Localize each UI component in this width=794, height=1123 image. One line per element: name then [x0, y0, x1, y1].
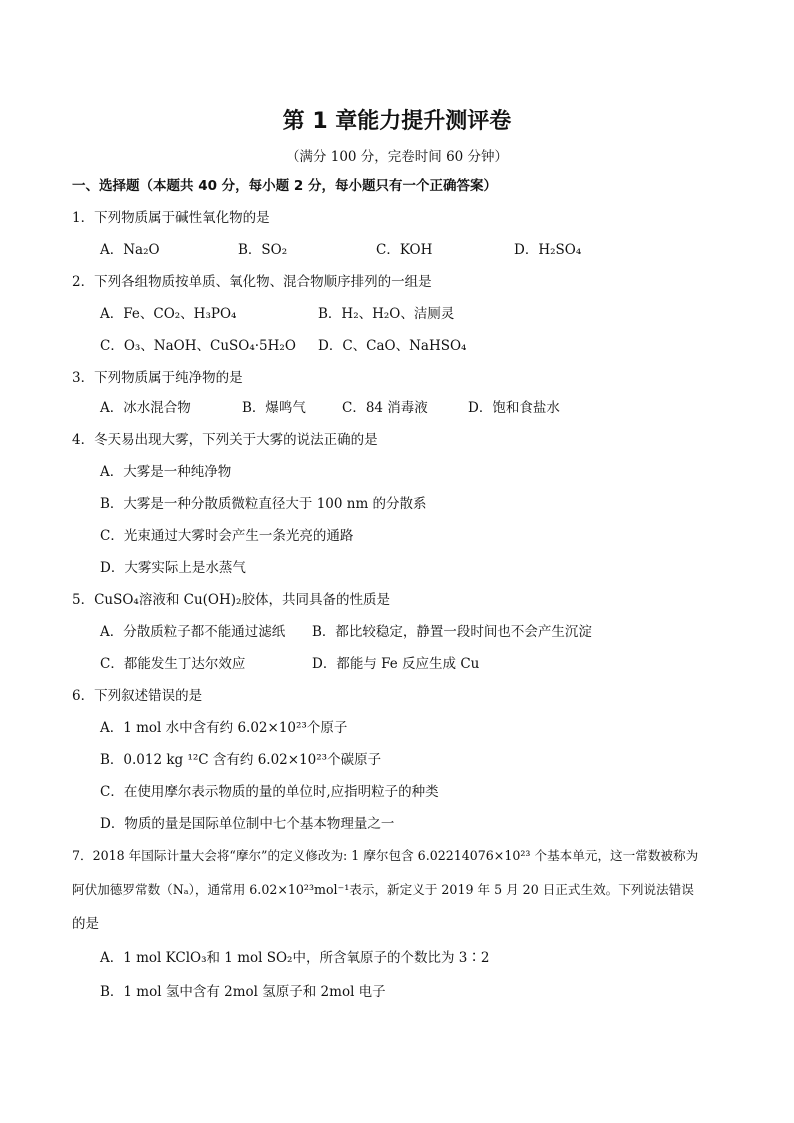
- page-subtitle: （满分 100 分，完卷时间 60 分钟）: [285, 149, 509, 165]
- question-7-stem-line-2: 阿伏加德罗常数（Nₐ），通常用 6.02×10²³mol⁻¹表示，新定义于 2019 年 5 月 20 日正式生效。下列说法错误: [72, 882, 694, 897]
- question-1-option-b: B．SO₂: [238, 242, 288, 258]
- question-5-option-d: D．都能与 Fe 反应生成 Cu: [312, 656, 480, 672]
- question-3-option-d: D．饱和食盐水: [468, 400, 560, 416]
- question-2-option-d: D．C、CaO、NaHSO₄: [318, 338, 467, 354]
- question-4-option-c: C．光束通过大雾时会产生一条光亮的通路: [100, 528, 354, 544]
- question-3-option-b: B．爆鸣气: [242, 400, 306, 416]
- question-7-option-b: B．1 mol 氢中含有 2mol 氢原子和 2mol 电子: [100, 984, 386, 1000]
- section-heading: 一、选择题（本题共 40 分，每小题 2 分，每小题只有一个正确答案）: [72, 178, 497, 194]
- question-4-option-a: A．大雾是一种纯净物: [100, 464, 232, 480]
- question-1-option-a: A．Na₂O: [100, 242, 160, 258]
- question-4-stem: 4．冬天易出现大雾，下列关于大雾的说法正确的是: [72, 432, 378, 448]
- question-6-option-b: B．0.012 kg ¹²C 含有约 6.02×10²³个碳原子: [100, 752, 382, 768]
- question-5-stem: 5．CuSO₄溶液和 Cu(OH)₂胶体，共同具备的性质是: [72, 592, 390, 608]
- question-5-option-a: A．分散质粒子都不能通过滤纸: [100, 624, 286, 640]
- question-4-option-d: D．大雾实际上是水蒸气: [100, 560, 246, 576]
- question-3-option-c: C．84 消毒液: [342, 400, 428, 416]
- question-6-option-a: A．1 mol 水中含有约 6.02×10²³个原子: [100, 720, 348, 736]
- question-2-option-c: C．O₃、NaOH、CuSO₄·5H₂O: [100, 338, 296, 354]
- question-5-option-b: B．都比较稳定，静置一段时间也不会产生沉淀: [312, 624, 592, 640]
- question-2-stem: 2．下列各组物质按单质、氧化物、混合物顺序排列的一组是: [72, 274, 432, 290]
- question-1-stem: 1．下列物质属于碱性氧化物的是: [72, 210, 270, 226]
- question-6-option-d: D．物质的量是国际单位制中七个基本物理量之一: [100, 816, 395, 832]
- question-6-stem: 6．下列叙述错误的是: [72, 688, 203, 704]
- question-1-option-d: D．H₂SO₄: [514, 242, 582, 258]
- question-3-stem: 3．下列物质属于纯净物的是: [72, 370, 243, 386]
- question-2-option-b: B．H₂、H₂O、洁厕灵: [318, 306, 455, 322]
- question-1-option-c: C．KOH: [376, 242, 433, 258]
- page-title: 第 1 章能力提升测评卷: [282, 109, 512, 134]
- question-4-option-b: B．大雾是一种分散质微粒直径大于 100 nm 的分散系: [100, 496, 427, 512]
- question-3-option-a: A．冰水混合物: [100, 400, 191, 416]
- question-7-stem-line-1: 7．2018 年国际计量大会将“摩尔”的定义修改为: 1 摩尔包含 6.02214076×10²³ 个基本单元，这一常数被称为: [72, 848, 699, 863]
- question-5-option-c: C．都能发生丁达尔效应: [100, 656, 246, 672]
- question-6-option-c: C．在使用摩尔表示物质的量的单位时,应指明粒子的种类: [100, 784, 439, 800]
- question-2-option-a: A．Fe、CO₂、H₃PO₄: [100, 306, 237, 322]
- question-7-option-a: A．1 mol KClO₃和 1 mol SO₂中，所含氧原子的个数比为 3∶2: [100, 950, 490, 966]
- question-7-stem-line-3: 的是: [72, 916, 99, 932]
